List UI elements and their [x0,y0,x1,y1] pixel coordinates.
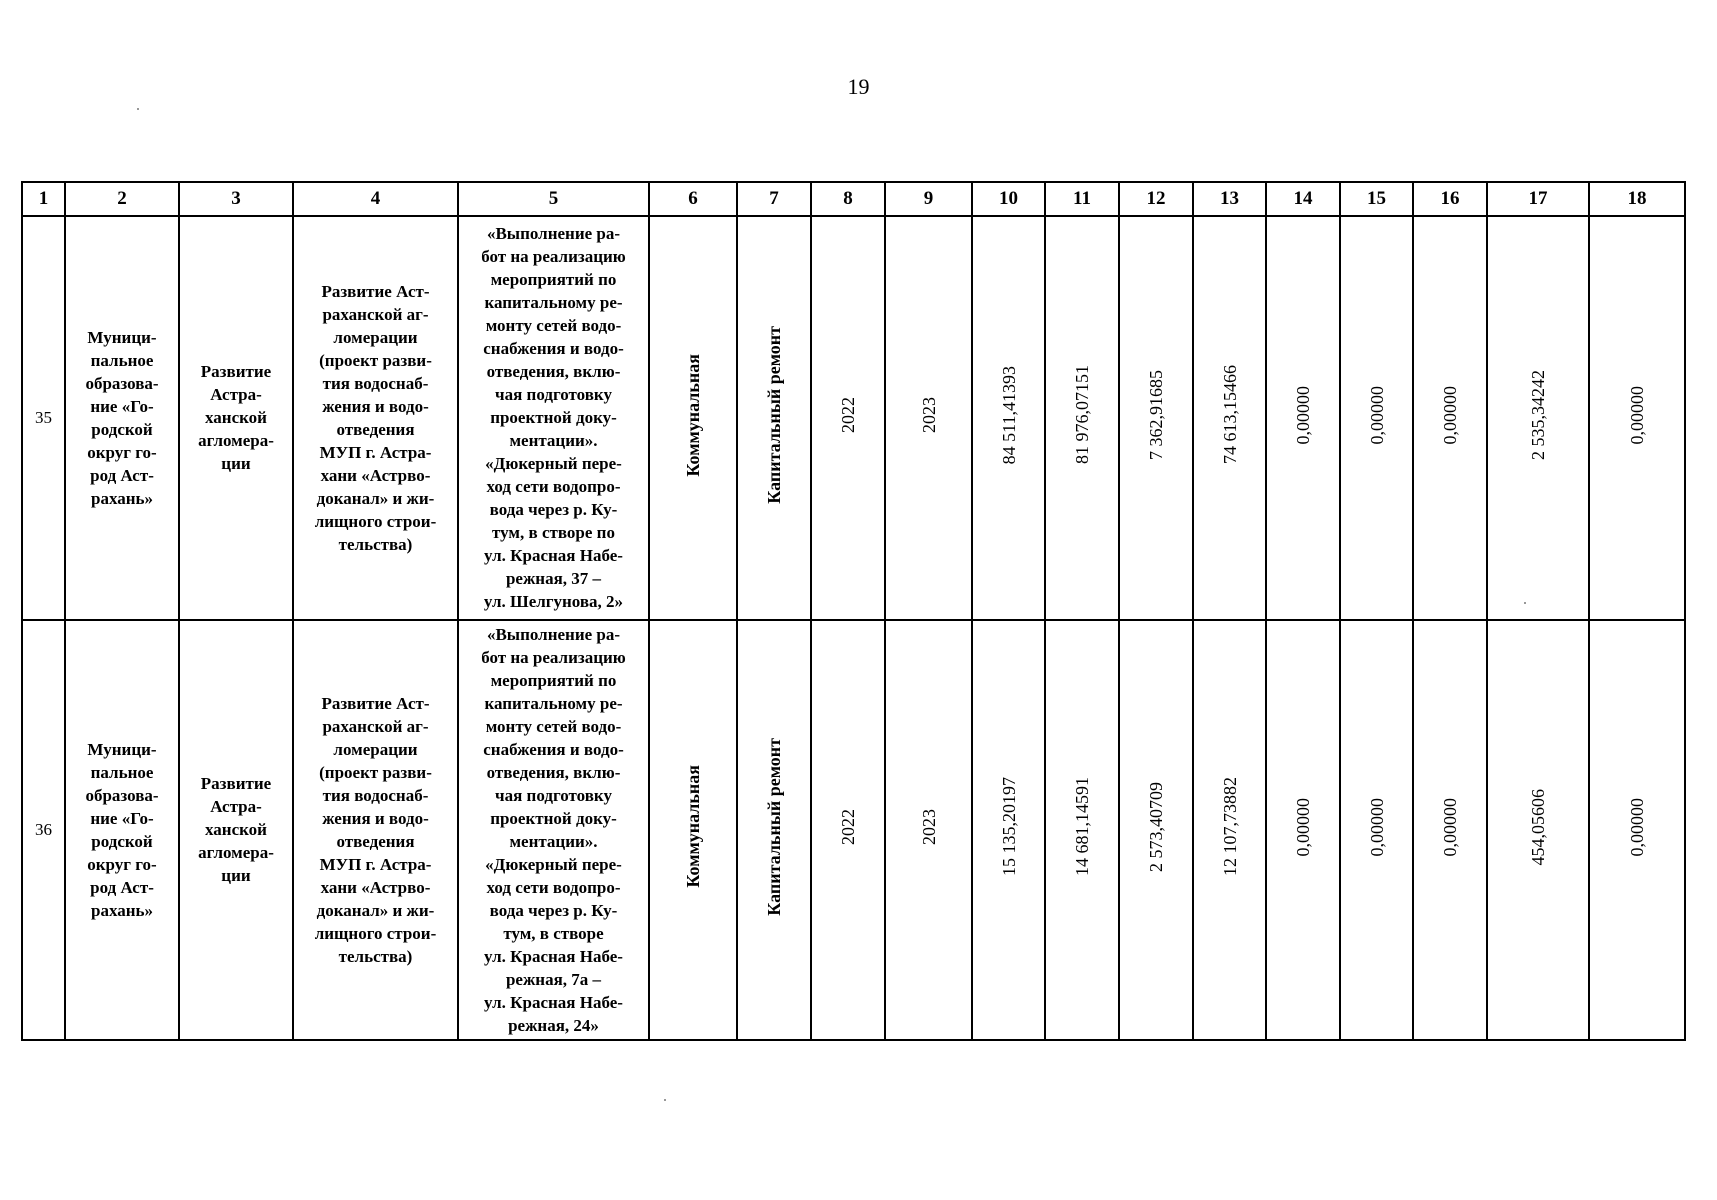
value-cell: 0,00000 [1340,216,1413,619]
value-cell: 0,00000 [1589,216,1685,619]
column-header: 18 [1589,182,1685,216]
value-cell: 81 976,07151 [1045,216,1119,619]
value-cell: 0,00000 [1589,620,1685,1040]
table-row [22,620,1685,1040]
value-cell: 74 613,15466 [1193,216,1266,619]
ownership-cell: Коммунальная [649,216,737,619]
column-header: 15 [1340,182,1413,216]
column-header: 6 [649,182,737,216]
ownership-cell: Коммунальная [649,620,737,1040]
value-cell: 2 573,40709 [1119,620,1193,1040]
column-header: 11 [1045,182,1119,216]
municipality-cell: Муници- пальное образова- ние «Го- родской округ го- род Аст- рахань» [65,216,179,619]
column-header: 16 [1413,182,1487,216]
scan-speck [1524,602,1526,604]
table-header-row [22,182,1685,216]
value-cell: 7 362,91685 [1119,216,1193,619]
start-year-cell: 2022 [811,216,885,619]
end-year-cell: 2023 [885,620,972,1040]
project-cell: Развитие Аст- раханской аг- ломерации (проект разви- тия водоснаб- жения и водо- отведения МУП г. Астра- хани «Астрво- доканал» и жи- лищного строи- тельства) [293,620,458,1040]
value-cell: 0,00000 [1266,620,1340,1040]
value-cell: 15 135,20197 [972,620,1045,1040]
value-cell: 14 681,14591 [1045,620,1119,1040]
column-header: 2 [65,182,179,216]
program-cell: Развитие Астра- ханской агломера- ции [179,620,293,1040]
value-cell: 84 511,41393 [972,216,1045,619]
column-header: 9 [885,182,972,216]
value-cell: 2 535,34242 [1487,216,1589,619]
column-header: 14 [1266,182,1340,216]
column-header: 12 [1119,182,1193,216]
row-number: 36 [22,620,65,1040]
object-description-cell: «Выполнение ра- бот на реализацию мероприятий по капитальному ре- монту сетей водо- снабжения и водо- отведения, вклю- чая подготовку проектной доку- ментации». «Дюкерный пере- ход сети водопро- вода через р. Ку- тум, в створе ул. Красная Набе- режная, 7а – ул. Красная Набе- режная, 24» [458,620,649,1040]
scan-speck [664,1099,666,1101]
value-cell: 0,00000 [1413,216,1487,619]
row-number: 35 [22,216,65,619]
value-cell: 0,00000 [1266,216,1340,619]
value-cell: 12 107,73882 [1193,620,1266,1040]
value-cell: 0,00000 [1340,620,1413,1040]
table-row [22,216,1685,619]
column-header: 10 [972,182,1045,216]
start-year-cell: 2022 [811,620,885,1040]
scan-speck [137,108,139,110]
column-header: 1 [22,182,65,216]
value-cell: 454,05606 [1487,620,1589,1040]
column-header: 17 [1487,182,1589,216]
value-cell: 0,00000 [1413,620,1487,1040]
column-header: 8 [811,182,885,216]
column-header: 5 [458,182,649,216]
column-header: 7 [737,182,811,216]
municipality-cell: Муници- пальное образова- ние «Го- родской округ го- род Аст- рахань» [65,620,179,1040]
column-header: 13 [1193,182,1266,216]
work-type-cell: Капитальный ремонт [737,216,811,619]
end-year-cell: 2023 [885,216,972,619]
work-type-cell: Капитальный ремонт [737,620,811,1040]
column-header: 4 [293,182,458,216]
program-cell: Развитие Астра- ханской агломера- ции [179,216,293,619]
page-number: 19 [847,74,870,99]
object-description-cell: «Выполнение ра- бот на реализацию мероприятий по капитальному ре- монту сетей водо- снабжения и водо- отведения, вклю- чая подготовку проектной доку- ментации». «Дюкерный пере- ход сети водопро- вода через р. Ку- тум, в створе по ул. Красная Набе- режная, 37 – ул. Шелгунова, 2» [458,216,649,619]
column-header: 3 [179,182,293,216]
investment-projects-table [21,181,1686,1041]
project-cell: Развитие Аст- раханской аг- ломерации (проект разви- тия водоснаб- жения и водо- отведения МУП г. Астра- хани «Астрво- доканал» и жи- лищного строи- тельства) [293,216,458,619]
